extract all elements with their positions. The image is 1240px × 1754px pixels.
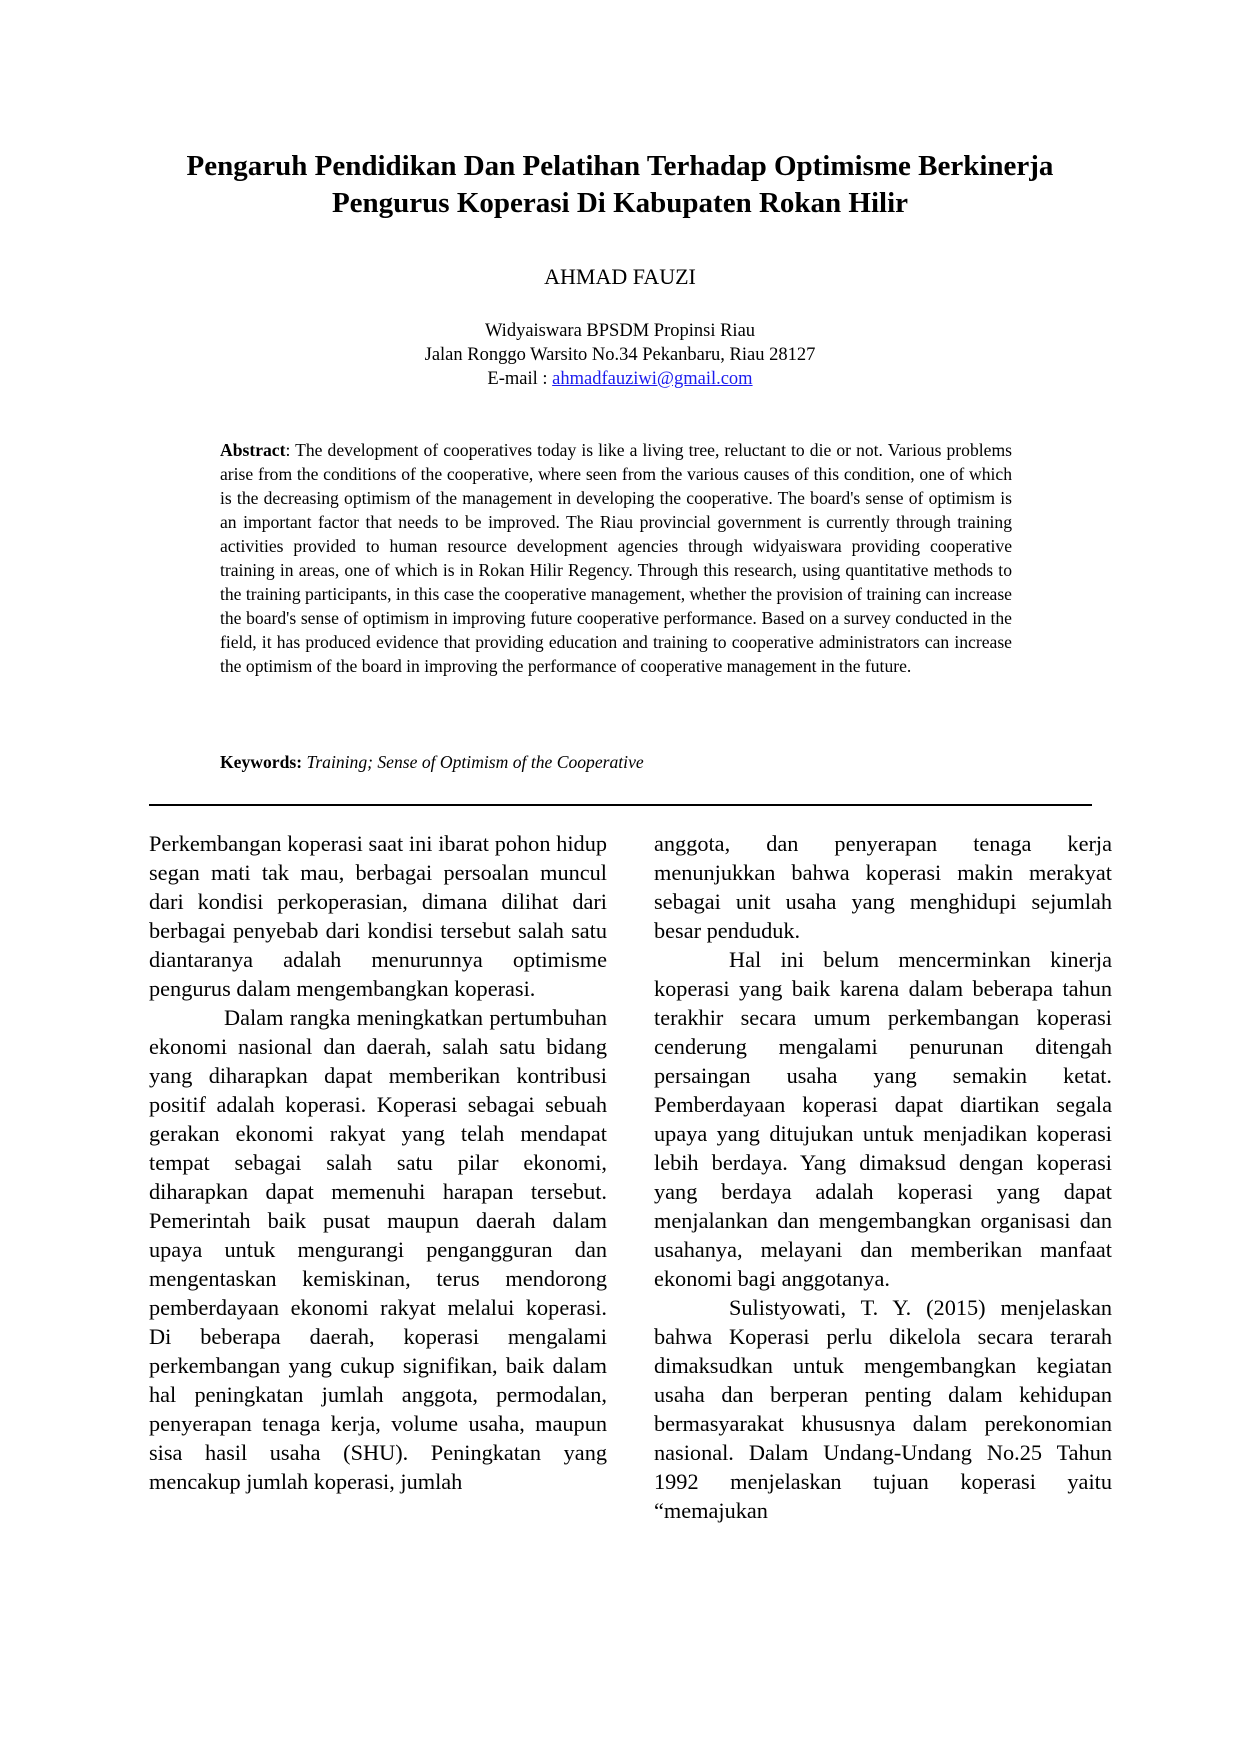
affiliation [0, 319, 1240, 391]
keywords-label: Keywords: [220, 752, 303, 772]
section-divider [149, 804, 1092, 806]
paper-title [130, 148, 1110, 222]
affiliation-address: Jalan Ronggo Warsito No.34 Pekanbaru, Riau 28127 [424, 345, 816, 365]
body-paragraph: Sulistyowati, T. Y. (2015) menjelaskan bahwa Koperasi perlu dikelola secara terarah dimaksudkan untuk mengembangkan kegiatan usaha dan berperan penting dalam kehidupan bermasyarakat khususnya dalam perekonomian nasional. Dalam Undang-Undang No.25 Tahun 1992 menjelaskan tujuan koperasi yaitu “memajukan [654, 1295, 1112, 1523]
affiliation-institution: Widyaiswara BPSDM Propinsi Riau [484, 321, 756, 341]
body-column-right [654, 829, 1112, 1525]
email-label: E-mail : [487, 369, 553, 389]
title-line-2: Pengurus Koperasi Di Kabupaten Rokan Hilir [331, 187, 909, 219]
abstract-text: : The development of cooperatives today is like a living tree, reluctant to die or not. Various problems arise from the conditions of the cooperative, where seen from the various causes of this condition, one of which is the decreasing optimism of the management in developing the cooperative. The board's sense of optimism is an important factor that needs to be improved. The Riau provincial government is currently through training activities provided to human resource development agencies through widyaiswara providing cooperative training in areas, one of which is in Rokan Hilir Regency. Through this research, using quantitative methods to the training participants, in this case the cooperative management, whether the provision of training can increase the board's sense of optimism in improving future cooperative performance. Based on a survey conducted in the field, it has produced evidence that providing education and training to cooperative administrators can increase the optimism of the board in improving the performance of cooperative management in the future. [220, 440, 1012, 676]
body-paragraph: Perkembangan koperasi saat ini ibarat pohon hidup segan mati tak mau, berbagai persoalan muncul dari kondisi perkoperasian, dimana dilihat dari berbagai penyebab dari kondisi tersebut salah satu diantaranya adalah menurunnya optimisme pengurus dalam mengembangkan koperasi. [149, 831, 607, 1001]
keywords-text: Training; Sense of Optimism of the Cooperative [306, 752, 644, 772]
abstract [220, 438, 1012, 678]
keywords [220, 750, 1012, 774]
title-line-1: Pengaruh Pendidikan Dan Pelatihan Terhadap Optimisme Berkinerja [186, 150, 1054, 182]
author-name: AHMAD FAUZI [544, 264, 696, 289]
email-line [0, 367, 1240, 391]
email-link[interactable]: ahmadfauziwi@gmail.com [552, 369, 753, 389]
body-column-left [149, 829, 607, 1496]
body-paragraph: anggota, dan penyerapan tenaga kerja menunjukkan bahwa koperasi makin merakyat sebagai unit usaha yang menghidupi sejumlah besar penduduk. [654, 831, 1112, 943]
body-paragraph: Hal ini belum mencerminkan kinerja koperasi yang baik karena dalam beberapa tahun terakhir secara umum perkembangan koperasi cenderung mengalami penurunan ditengah persaingan usaha yang semakin ketat. Pemberdayaan koperasi dapat diartikan segala upaya yang ditujukan untuk menjadikan koperasi lebih berdaya. Yang dimaksud dengan koperasi yang berdaya adalah koperasi yang dapat menjalankan dan mengembangkan organisasi dan usahanya, melayani dan memberikan manfaat ekonomi bagi anggotanya. [654, 947, 1112, 1291]
body-paragraph: Dalam rangka meningkatkan pertumbuhan ekonomi nasional dan daerah, salah satu bidang yang diharapkan dapat memberikan kontribusi positif adalah koperasi. Koperasi sebagai sebuah gerakan ekonomi rakyat yang telah mendapat tempat sebagai salah satu pilar ekonomi, diharapkan dapat memenuhi harapan tersebut. Pemerintah baik pusat maupun daerah dalam upaya untuk mengurangi pengangguran dan mengentaskan kemiskinan, terus mendorong pemberdayaan ekonomi rakyat melalui koperasi. Di beberapa daerah, koperasi mengalami perkembangan yang cukup signifikan, baik dalam hal peningkatan jumlah anggota, permodalan, penyerapan tenaga kerja, volume usaha, maupun sisa hasil usaha (SHU). Peningkatan yang mencakup jumlah koperasi, jumlah [149, 1005, 607, 1494]
abstract-label: Abstract [220, 440, 286, 460]
